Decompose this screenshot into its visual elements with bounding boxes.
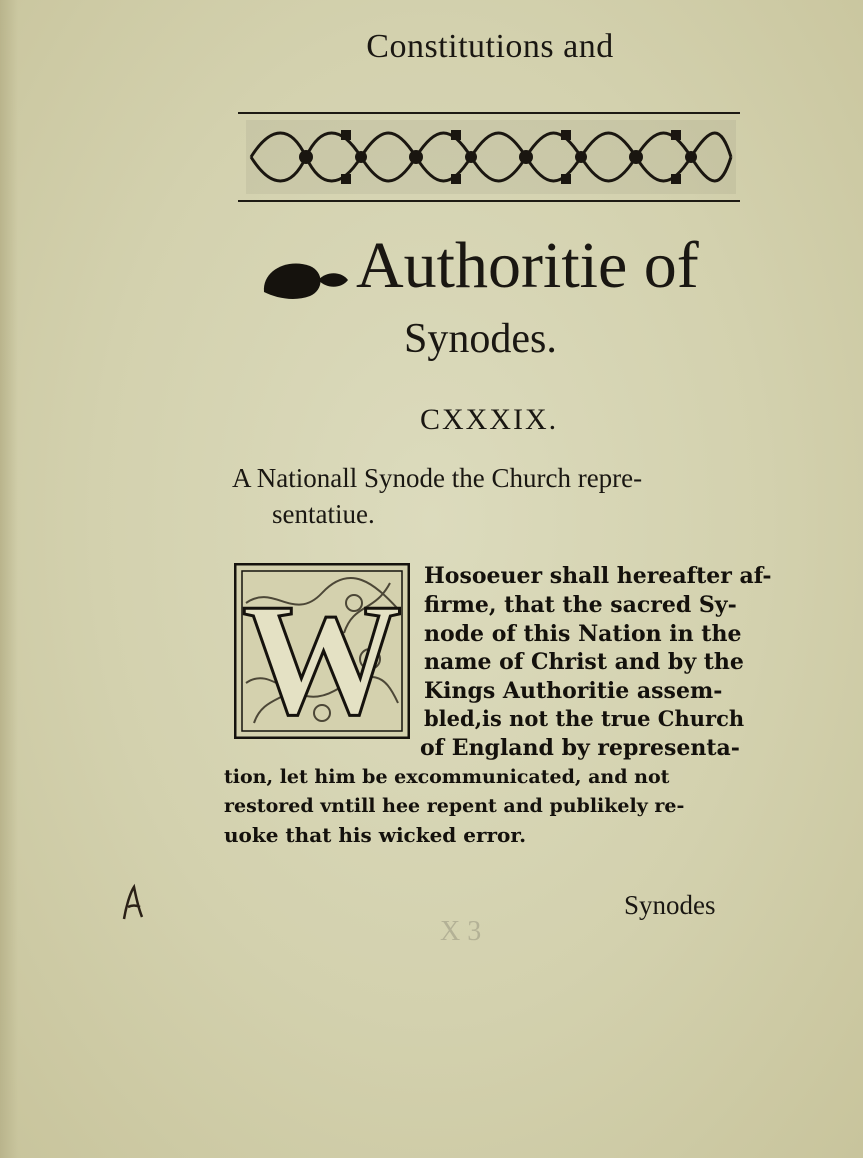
body-line: Hosoeuer shall hereafter af- xyxy=(424,563,772,589)
chapter-heading xyxy=(232,460,752,532)
margin-mark-icon xyxy=(118,883,146,923)
decorated-initial xyxy=(234,563,410,739)
chapter-heading-line-1: A Nationall Synode the Church repre- xyxy=(232,463,643,493)
running-head-text: Constitutions and xyxy=(366,28,614,65)
signature-mark: X 3 xyxy=(440,916,482,947)
title-line-2: Synodes. xyxy=(404,316,557,362)
catchword: Synodes xyxy=(624,890,716,920)
body-line: firme, that the sacred Sy- xyxy=(424,592,737,618)
bottom-rule xyxy=(238,200,740,202)
body-line: tion, let him be excommunicated, and not xyxy=(224,766,670,788)
body-line: node of this Nation in the xyxy=(424,621,742,647)
bleed-through-text xyxy=(225,76,231,103)
top-rule xyxy=(238,112,740,114)
body-line: name of Christ and by the xyxy=(424,649,744,675)
woodcut-ornament-band xyxy=(246,120,736,194)
title-line-1: Authoritie of xyxy=(356,229,699,302)
body-line: uoke that his wicked error. xyxy=(224,823,527,847)
body-line: restored vntill hee repent and publikely re- xyxy=(224,795,685,817)
body-line: of England by representa- xyxy=(420,735,740,761)
body-line: Kings Authoritie assem- xyxy=(424,678,723,704)
body-line: bled,is not the true Church xyxy=(424,706,745,731)
chapter-number: CXXXIX. xyxy=(420,403,559,436)
page-gutter-shadow xyxy=(0,0,18,1158)
chapter-heading-line-2: sentatiue. xyxy=(272,499,375,529)
initial-letter: W xyxy=(242,570,402,739)
running-head xyxy=(300,28,680,66)
pilcrow-ornament-icon xyxy=(258,252,354,302)
